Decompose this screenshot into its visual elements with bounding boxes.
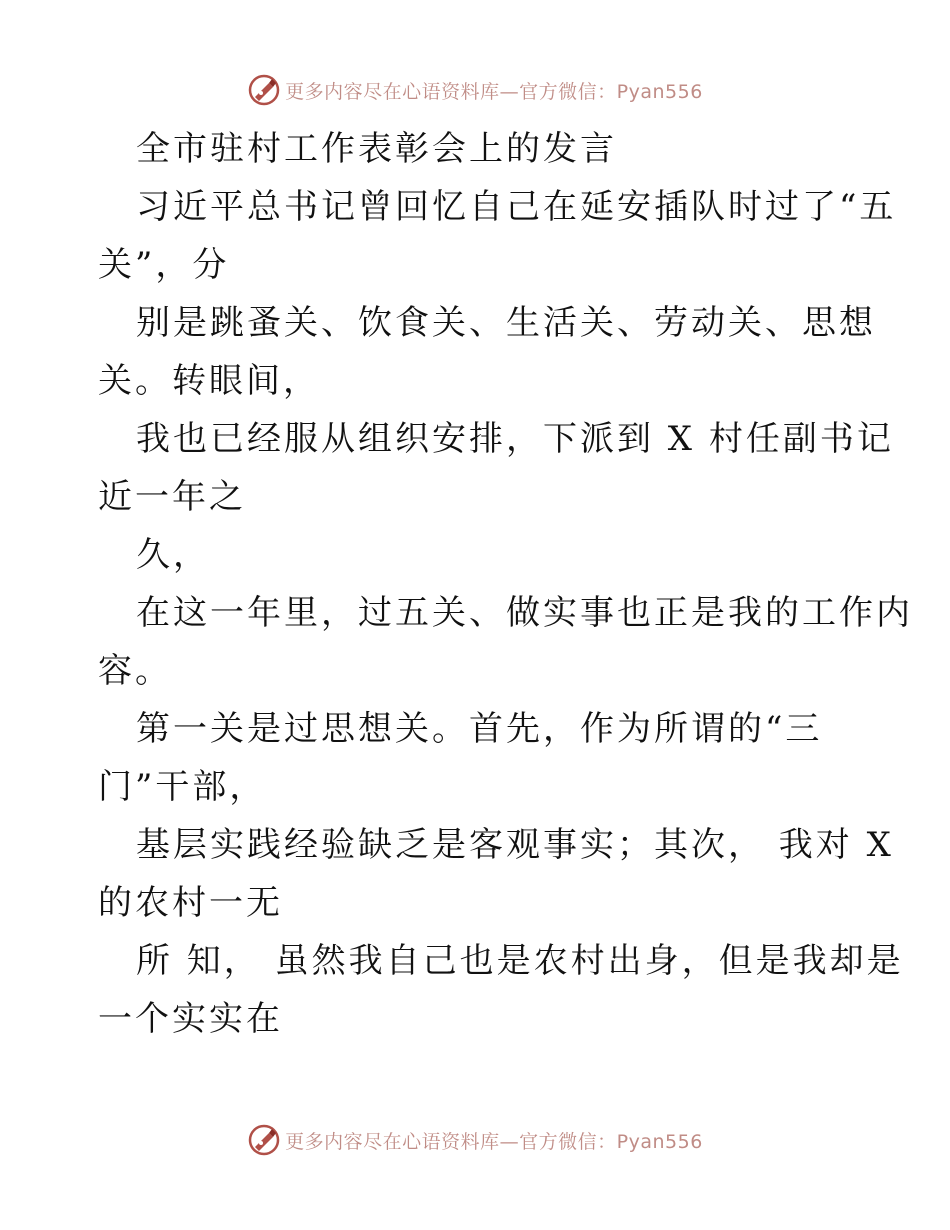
watermark-header bbox=[0, 70, 950, 110]
paragraph-line: 基层实践经验缺乏是客观事实；其次， 我对 X bbox=[136, 825, 894, 865]
paragraph-line: 门”干部， bbox=[98, 767, 267, 807]
watermark-footer bbox=[0, 1120, 950, 1160]
paragraph-line: 久， bbox=[136, 535, 210, 575]
paragraph-line: 的农村一无 bbox=[98, 883, 283, 923]
paragraph-line: 容。 bbox=[98, 651, 172, 691]
paragraph-line: 近一年之 bbox=[98, 477, 246, 517]
paragraph-line: 关。转眼间， bbox=[98, 361, 320, 401]
watermark-site-text: 更多内容尽在心语资料库—官方微信： bbox=[285, 80, 617, 103]
paragraph-line: 一个实实在 bbox=[98, 999, 283, 1039]
pen-nib-logo-icon bbox=[247, 73, 281, 107]
document-body bbox=[98, 120, 913, 1048]
paragraph-line: 我也已经服从组织安排，下派到 X 村任副书记 bbox=[136, 419, 894, 459]
paragraph-line: 关”，分 bbox=[98, 245, 230, 285]
pen-nib-logo-icon bbox=[247, 1123, 281, 1157]
watermark-wechat-id: Pyan556 bbox=[616, 80, 703, 103]
watermark-site-text: 更多内容尽在心语资料库—官方微信： bbox=[285, 1130, 617, 1153]
paragraph-line: 第一关是过思想关。首先，作为所谓的“三 bbox=[136, 709, 823, 749]
paragraph-line: 在这一年里，过五关、做实事也正是我的工作内 bbox=[136, 593, 913, 633]
paragraph-line: 所 知， 虽然我自己也是农村出身，但是我却是 bbox=[136, 941, 904, 981]
paragraph-line: 习近平总书记曾回忆自己在延安插队时过了“五 bbox=[136, 187, 897, 227]
document-title: 全市驻村工作表彰会上的发言 bbox=[136, 129, 617, 169]
watermark-wechat-id: Pyan556 bbox=[616, 1130, 703, 1153]
paragraph-line: 别是跳蚤关、饮食关、生活关、劳动关、思想 bbox=[136, 303, 876, 343]
